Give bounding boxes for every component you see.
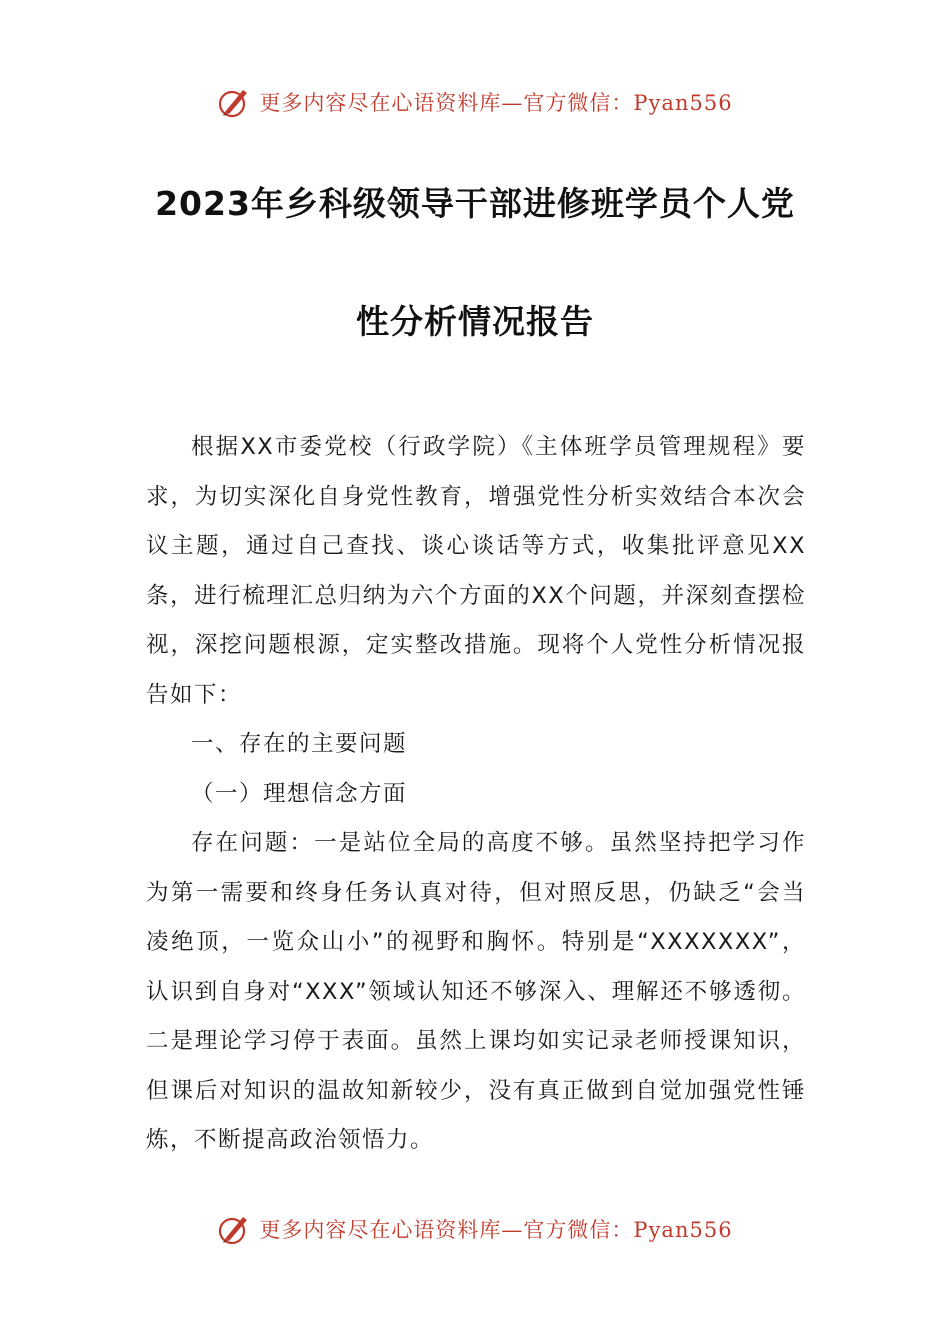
document-title-line-1: 2023年乡科级领导干部进修班学员个人党 [155, 184, 795, 223]
intro-paragraph: 根据XX市委党校（行政学院）《主体班学员管理规程》要求，为切实深化自身党性教育，增强党性分析实效结合本次会议主题，通过自己查找、谈心谈话等方式，收集批评意见XX条，进行梳理汇总归纳为六个方面的XX个问题，并深刻查摆检视，深挖问题根源，定实整改措施。现将个人党性分析情况报告如下： [146, 434, 806, 708]
document-body [146, 423, 806, 1166]
section-heading: 一、存在的主要问题 [191, 731, 408, 757]
document-title-line-2: 性分析情况报告 [356, 302, 594, 341]
header-banner-text: 更多内容尽在心语资料库—官方微信：Pyan556 [259, 91, 733, 115]
pen-logo-icon [217, 85, 251, 119]
footer-banner [0, 1209, 950, 1249]
header-banner [0, 82, 950, 122]
subsection-heading: （一）理想信念方面 [191, 780, 408, 807]
problem-paragraph: 存在问题：一是站位全局的高度不够。虽然坚持把学习作为第一需要和终身任务认真对待，但对照反思，仍缺乏“会当凌绝顶，一览众山小”的视野和胸怀。特别是“XXXXXXX”，认识到自身对“XXX”领域认知还不够深入、理解还不够透彻。二是理论学习停于表面。虽然上课均如实记录老师授课知识，但课后对知识的温故知新较少，没有真正做到自觉加强党性锤炼，不断提高政治领悟力。 [146, 830, 806, 1153]
pen-logo-icon [217, 1212, 251, 1246]
footer-banner-text: 更多内容尽在心语资料库—官方微信：Pyan556 [259, 1218, 733, 1242]
